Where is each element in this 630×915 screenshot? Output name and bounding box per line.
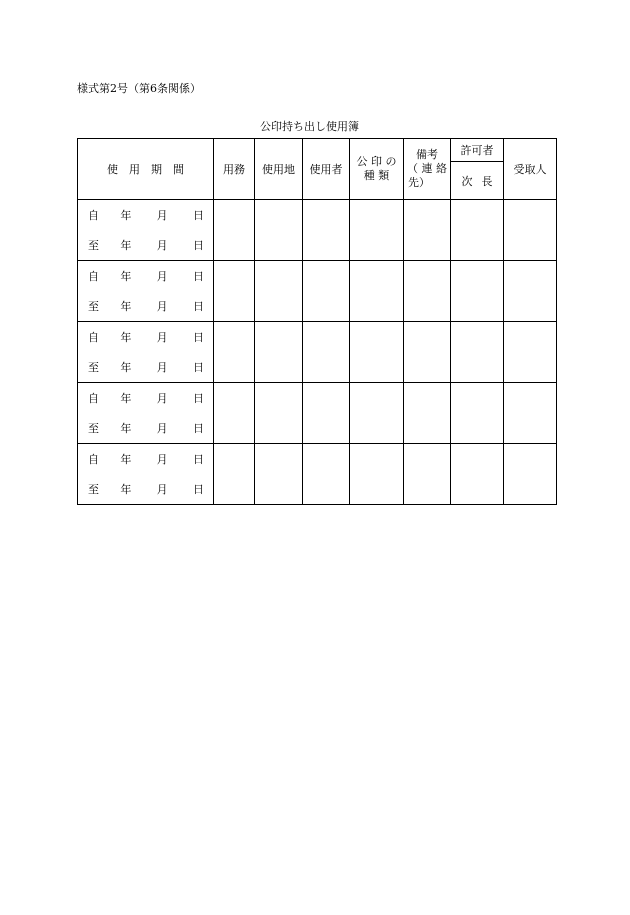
header-seal-type: 公 印 の 種 類 [350,139,404,200]
period-cell [78,444,214,505]
remarks-cell[interactable] [404,444,451,505]
location-cell[interactable] [255,322,303,383]
period-from: 自 年 月 日 [88,209,204,222]
period-cell [78,261,214,322]
header-receiver: 受取人 [504,139,557,200]
permitter-cell[interactable] [451,383,504,444]
seal-type-cell[interactable] [350,444,404,505]
seal-type-cell[interactable] [350,200,404,261]
header-location: 使用地 [255,139,303,200]
remarks-cell[interactable] [404,261,451,322]
table-caption: 公印持ち出し使用簿 [260,120,359,133]
period-to: 至 年 月 日 [88,422,204,435]
period-from: 自 年 月 日 [88,270,204,283]
header-permitter: 許可者 [451,139,504,162]
header-purpose: 用務 [214,139,255,200]
period-from: 自 年 月 日 [88,331,204,344]
period-cell [78,322,214,383]
seal-type-cell[interactable] [350,383,404,444]
period-to: 至 年 月 日 [88,300,204,313]
receiver-cell[interactable] [504,261,557,322]
permitter-cell[interactable] [451,444,504,505]
remarks-cell[interactable] [404,322,451,383]
table-row [78,444,557,505]
table-row [78,383,557,444]
period-cell [78,200,214,261]
location-cell[interactable] [255,200,303,261]
location-cell[interactable] [255,444,303,505]
purpose-cell[interactable] [214,261,255,322]
receiver-cell[interactable] [504,200,557,261]
user-cell[interactable] [303,383,350,444]
receiver-cell[interactable] [504,322,557,383]
seal-type-cell[interactable] [350,261,404,322]
user-cell[interactable] [303,200,350,261]
table-row [78,261,557,322]
form-number-label: 様式第2号（第6条関係） [77,82,201,95]
permitter-cell[interactable] [451,200,504,261]
receiver-cell[interactable] [504,444,557,505]
table-row [78,200,557,261]
seal-type-cell[interactable] [350,322,404,383]
period-from: 自 年 月 日 [88,453,204,466]
period-from: 自 年 月 日 [88,392,204,405]
header-usage-period: 使 用 期 間 [78,139,214,200]
remarks-cell[interactable] [404,383,451,444]
header-permitter-deputy: 次 長 [451,162,504,200]
purpose-cell[interactable] [214,200,255,261]
seal-usage-ledger [77,138,557,505]
period-to: 至 年 月 日 [88,239,204,252]
location-cell[interactable] [255,383,303,444]
purpose-cell[interactable] [214,383,255,444]
period-to: 至 年 月 日 [88,483,204,496]
user-cell[interactable] [303,444,350,505]
purpose-cell[interactable] [214,322,255,383]
header-user: 使用者 [303,139,350,200]
permitter-cell[interactable] [451,261,504,322]
permitter-cell[interactable] [451,322,504,383]
period-cell [78,383,214,444]
remarks-cell[interactable] [404,200,451,261]
user-cell[interactable] [303,261,350,322]
period-to: 至 年 月 日 [88,361,204,374]
location-cell[interactable] [255,261,303,322]
purpose-cell[interactable] [214,444,255,505]
header-remarks: 備考 （ 連 絡 先） [404,139,451,200]
receiver-cell[interactable] [504,383,557,444]
table-row [78,322,557,383]
user-cell[interactable] [303,322,350,383]
